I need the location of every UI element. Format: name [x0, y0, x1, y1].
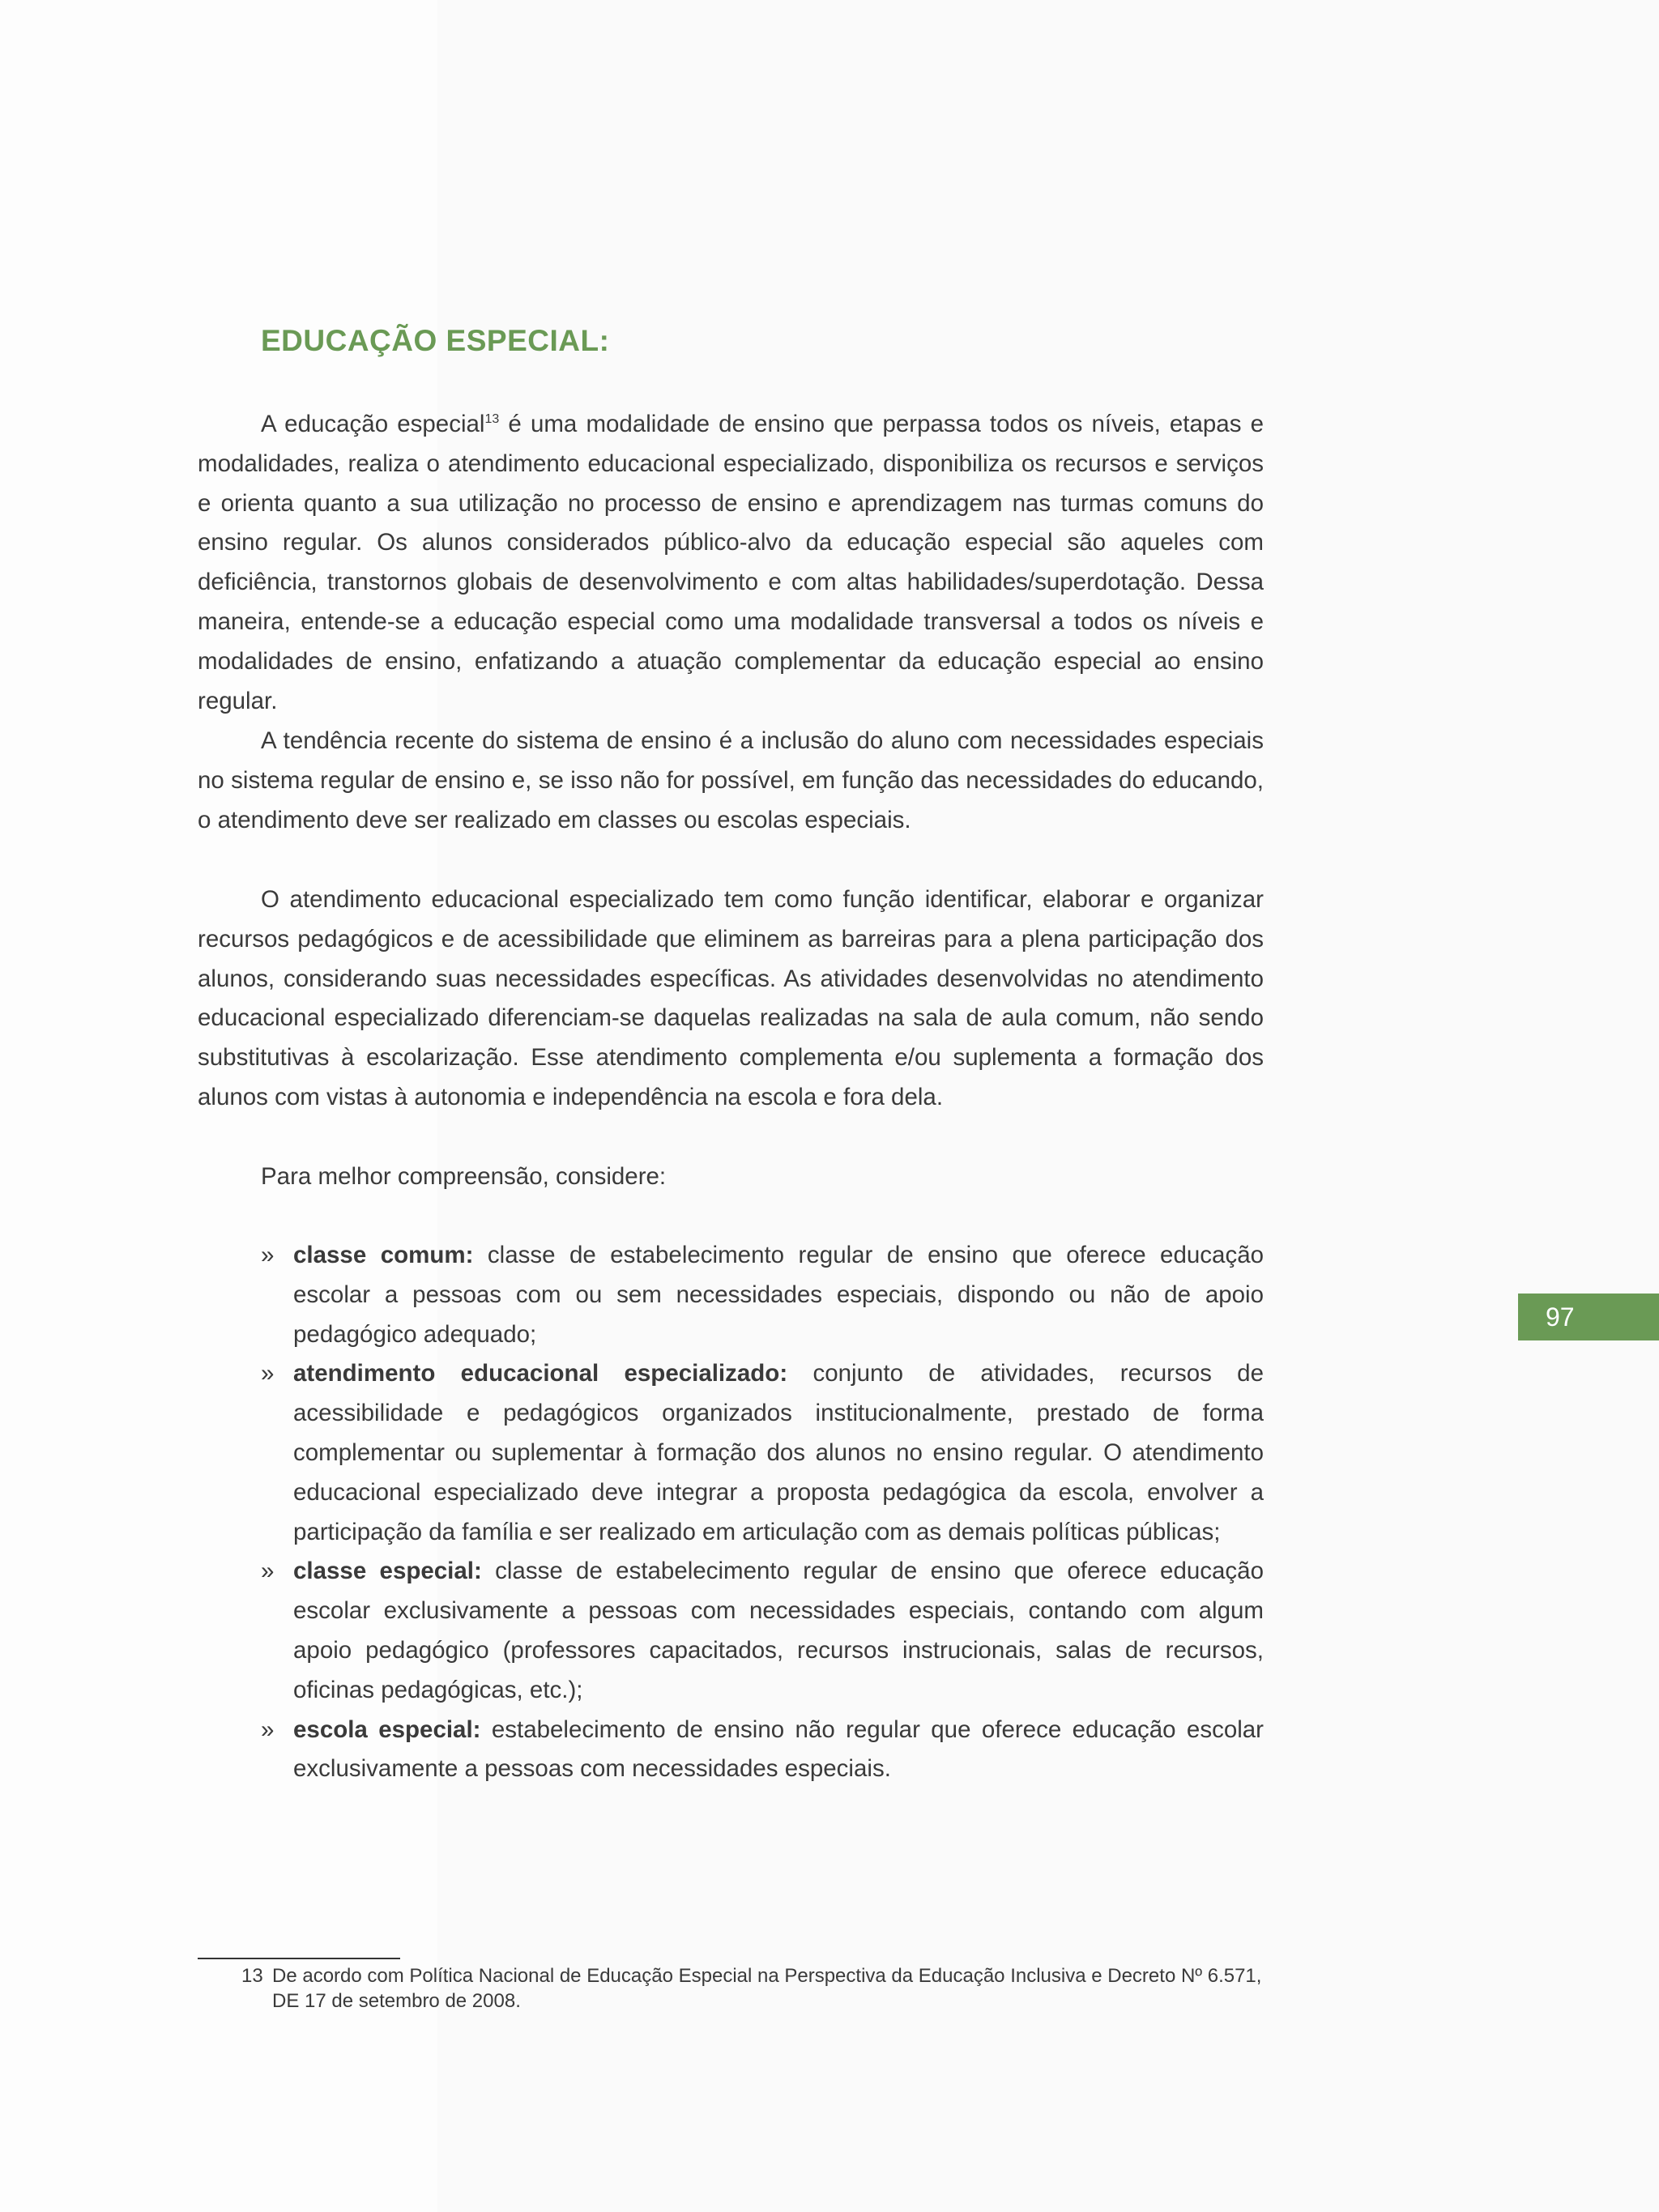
- paragraph-trend: A tendência recente do sistema de ensino é a inclusão do aluno com necessidades especiais no sistema regular de ensino e, se isso não for possível, em função das necessidades do educando, o atendimento deve ser realizado em classes ou escolas especiais.: [198, 727, 1264, 833]
- definition-text: conjunto de atividades, recursos de acessibilidade e pedagógicos organizados institucionalmente, prestado de forma complementar ou suplementar à formação dos alunos no ensino regular. O atendimento educacional especializado deve integrar a proposta pedagógica da escola, envolver a participação da família e ser realizado em articulação com as demais políticas públicas;: [293, 1360, 1264, 1545]
- bullet-icon: »: [261, 1558, 275, 1585]
- definition-text: classe de estabelecimento regular de ensino que oferece educação escolar a pessoas com ou sem necessidades especiais, dispondo ou não de apoio pedagógico adequado;: [293, 1242, 1265, 1348]
- definition-term: classe comum:: [293, 1242, 474, 1268]
- list-item: [261, 1711, 1264, 1790]
- list-item: [261, 1552, 1264, 1710]
- footnote-divider: [198, 1958, 400, 1959]
- page-number-tab: 97: [1518, 1294, 1659, 1340]
- bullet-icon: »: [261, 1715, 275, 1743]
- footnote-number: 13: [241, 1965, 263, 1987]
- footnote-text: De acordo com Política Nacional de Educação Especial na Perspectiva da Educação Inclusiva e Decreto Nº 6.571, DE 17 de setembro de 2008.: [272, 1965, 1262, 2012]
- paragraph-service: O atendimento educacional especializado tem como função identificar, elaborar e organizar recursos pedagógicos e de acessibilidade que eliminem as barreiras para a plena participação dos alunos, considerando suas necessidades específicas. As atividades desenvolvidas no atendimento educacional especializado diferenciam-se daquelas realizadas na sala de aula comum, não sendo substitutivas à escolarização. Esse atendimento complementa e/ou suplementa a formação dos alunos com vistas à autonomia e independência na escola e fora dela.: [198, 886, 1264, 1110]
- definitions-list: [261, 1236, 1264, 1789]
- list-item: [261, 1236, 1264, 1354]
- definition-term: classe especial:: [293, 1558, 482, 1585]
- paragraph-intro-start: A educação especial: [261, 411, 485, 437]
- paragraph-intro: [198, 405, 1264, 721]
- definition-term: escola especial:: [293, 1715, 481, 1743]
- definition-term: atendimento educacional especializado:: [293, 1360, 788, 1387]
- list-item: [261, 1354, 1264, 1552]
- paragraph-intro-rest: é uma modalidade de ensino que perpassa todos os níveis, etapas e modalidades, realiza o atendimento educacional especializado, disponibiliza os recursos e serviços e orienta quanto a sua utilização no processo de ensino e aprendizagem nas turmas comuns do ensino regular. Os alunos considerados público-alvo da educação especial são aqueles com deficiência, transtornos globais de desenvolvimento e com altas habilidades/superdotação. Dessa maneira, entende-se a educação especial como uma modalidade transversal a todos os níveis e modalidades de ensino, enfatizando a atuação complementar da educação especial ao ensino regular.: [198, 411, 1264, 714]
- footnote-ref: 13: [484, 412, 500, 427]
- footnote: [241, 1963, 1264, 2014]
- section-title: EDUCAÇÃO ESPECIAL:: [261, 324, 610, 357]
- bullet-icon: »: [261, 1242, 275, 1268]
- definition-text: classe de estabelecimento regular de ensino que oferece educação escolar exclusivamente a pessoas com necessidades especiais, contando com algum apoio pedagógico (professores capacitados, recursos instrucionais, salas de recursos, oficinas pedagógicas, etc.);: [293, 1558, 1264, 1703]
- bullet-icon: »: [261, 1360, 275, 1387]
- definition-text: estabelecimento de ensino não regular que oferece educação escolar exclusivamente a pessoas com necessidades especiais.: [293, 1715, 1265, 1783]
- paragraph-consider: Para melhor compreensão, considere:: [261, 1163, 667, 1190]
